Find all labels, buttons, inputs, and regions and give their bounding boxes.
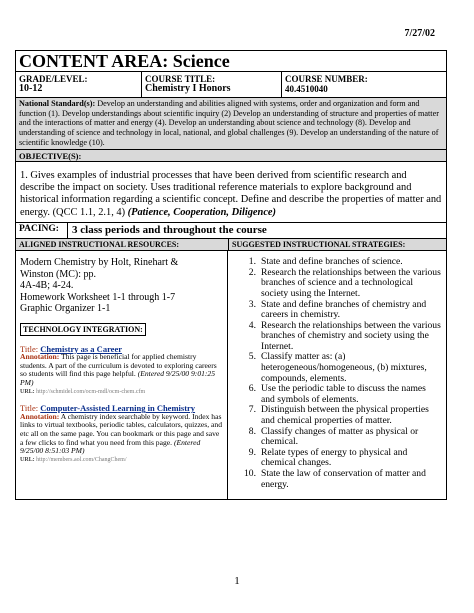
strategy-text: Research the relationships between the various branches of chemistry and society using the Internet. [261,319,441,352]
tech-entry-title-link[interactable]: Chemistry as a Career [40,343,123,354]
tech-entry-title-label: Title: [20,403,39,414]
objectives-emphasis: (Patience, Cooperation, Diligence) [127,206,277,218]
resource-line: 4A-4B; 4-24. [20,280,74,292]
lesson-plan-table [15,50,447,500]
strategy-item [232,469,442,490]
strategy-item [232,268,442,300]
page-number: 1 [234,575,240,587]
content-area-label: CONTENT AREA: [19,51,169,71]
strategy-number: 9. [248,446,256,458]
strategy-text: Research the relationships between the various branches of science and a technological society using the Internet. [261,266,441,299]
strategy-item [232,448,442,469]
resource-line: Graphic Organizer 1-1 [20,303,111,315]
strategies-column [228,251,446,499]
grade-level-cell [16,72,141,97]
course-number-cell [281,72,446,97]
resources-list [20,257,223,315]
strategy-number: 3. [248,298,256,310]
national-standards-label: National Standard(s): [19,99,96,108]
tech-entry-url-line [20,388,223,397]
tech-entry-url[interactable]: http://schmidel.com/ocm-mdl/ocm-chem.cfm [36,388,146,395]
grade-level-label: GRADE/LEVEL: [19,74,88,84]
strategy-text: State the law of conservation of matter and energy. [261,468,426,490]
tech-entry-url-line [20,456,223,465]
content-area-value: Science [172,51,230,71]
course-title-value: Chemistry I Honors [145,83,231,94]
resource-line: Winston (MC): pp. [20,268,96,280]
tech-entry-title-link[interactable]: Computer-Assisted Learning in Chemistry [40,403,196,414]
resources-column [16,251,228,499]
pacing-row [16,223,446,239]
strategy-text: Relate types of energy to physical and chemical changes. [261,446,408,469]
strategy-item [232,321,442,353]
tech-entry [20,404,223,464]
tech-entry-title-label: Title: [20,343,39,354]
strategy-text: Classify changes of matter as physical or chemical. [261,425,419,448]
course-number-label: COURSE NUMBER: [285,74,368,84]
tech-entry-annotation [20,413,223,456]
tech-entry-url[interactable]: http://members.aol.com/ChangChem/ [36,456,127,463]
strategy-number: 7. [248,404,256,416]
resource-line: Homework Worksheet 1-1 through 1-7 [20,291,176,303]
strategy-item [232,405,442,426]
tech-entry-url-label: URL: [20,456,35,463]
course-info-row [16,72,446,98]
document-date: 7/27/02 [404,28,435,39]
strategies-header: SUGGESTED INSTRUCTIONAL STRATEGIES: [228,239,446,250]
strategy-number: 6. [248,383,256,395]
pacing-label: PACING: [16,223,68,238]
national-standards-text: Develop an understanding and abilities aligned with systems, order and organization and form and function (1). Develop understandings about scientific inquiry (2) Develop an understanding of structure and properties of matter and the interactions of matter and energy (4). Develop an understanding about science and technology (8). Develop and understanding of science and technology in local, national, and global challenges (9). Develop an understanding of the nature of scientific knowledge (10). [19,99,439,147]
national-standards-row [16,98,446,150]
technology-integration-label: TECHNOLOGY INTEGRATION: [20,323,146,336]
strategy-text: Use the periodic table to discuss the names and symbols of elements. [261,383,426,405]
strategy-number: 5. [248,351,256,363]
objectives-body [16,162,446,224]
strategies-list [232,257,442,490]
columns-header-row [16,239,446,251]
strategy-text: Distinguish between the physical properties and chemical properties of matter. [261,404,429,427]
strategy-number: 4. [248,319,256,331]
strategy-number: 8. [248,425,256,437]
course-title-label: COURSE TITLE: [145,74,216,84]
strategy-item [232,300,442,321]
resource-line: Modern Chemistry by Holt, Rinehart & [20,257,179,269]
content-area-row [16,51,446,72]
tech-entry [20,345,223,397]
strategy-item [232,384,442,405]
strategy-item [232,352,442,384]
strategy-number: 10. [244,468,256,480]
tech-entry-annotation-text: A chemistry index searchable by keyword. Index has links to virtual textbooks, periodic tables, calculators, quizzes, and etc all on the same page. You can bookmark or this page and save a few clicks to find what you need from this page. [20,411,223,447]
strategy-text: Classify matter as: (a) heterogeneous/homogeneous, (b) mixtures, compounds, elements. [261,351,427,384]
tech-entry-entered: (Entered 9/25/00 8:51:03 PM) [20,437,201,456]
tech-entry-annotation-label: Annotation: [20,352,60,362]
tech-entry-entered: (Entered 9/25/00 9:01:25 PM) [20,369,216,388]
strategy-text: State and define branches of science. [261,256,403,268]
strategy-number: 1. [248,256,256,268]
strategy-text: State and define branches of chemistry and careers in chemistry. [261,298,427,321]
columns-body-row [16,251,446,499]
objectives-header: OBJECTIVE(S): [16,150,446,162]
strategy-item [232,427,442,448]
tech-entry-annotation [20,353,223,387]
course-title-cell [141,72,281,97]
course-number-value: 40.4510040 [285,84,328,94]
resources-header: ALIGNED INSTRUCTIONAL RESOURCES: [19,240,180,250]
grade-level-value: 10-12 [19,83,43,94]
objectives-text: 1. Gives examples of industrial processes that have been derived from scientific research and describe the impact on society. Uses traditional reference materials to explore background and historical information regarding a scientific concept. Define and describe the properties of matter and energy. (QCC 1.1, 2.1, 4) [20,169,442,218]
pacing-value: 3 class periods and throughout the course [72,224,267,237]
tech-entry-url-label: URL: [20,388,35,395]
tech-entry-annotation-label: Annotation: [20,411,60,421]
tech-entry-annotation-text: This page is beneficial for applied chemistry students. A part of the curriculum is devoted to exploring careers so students will find this page helpful. [20,352,217,379]
strategy-number: 2. [248,266,256,278]
